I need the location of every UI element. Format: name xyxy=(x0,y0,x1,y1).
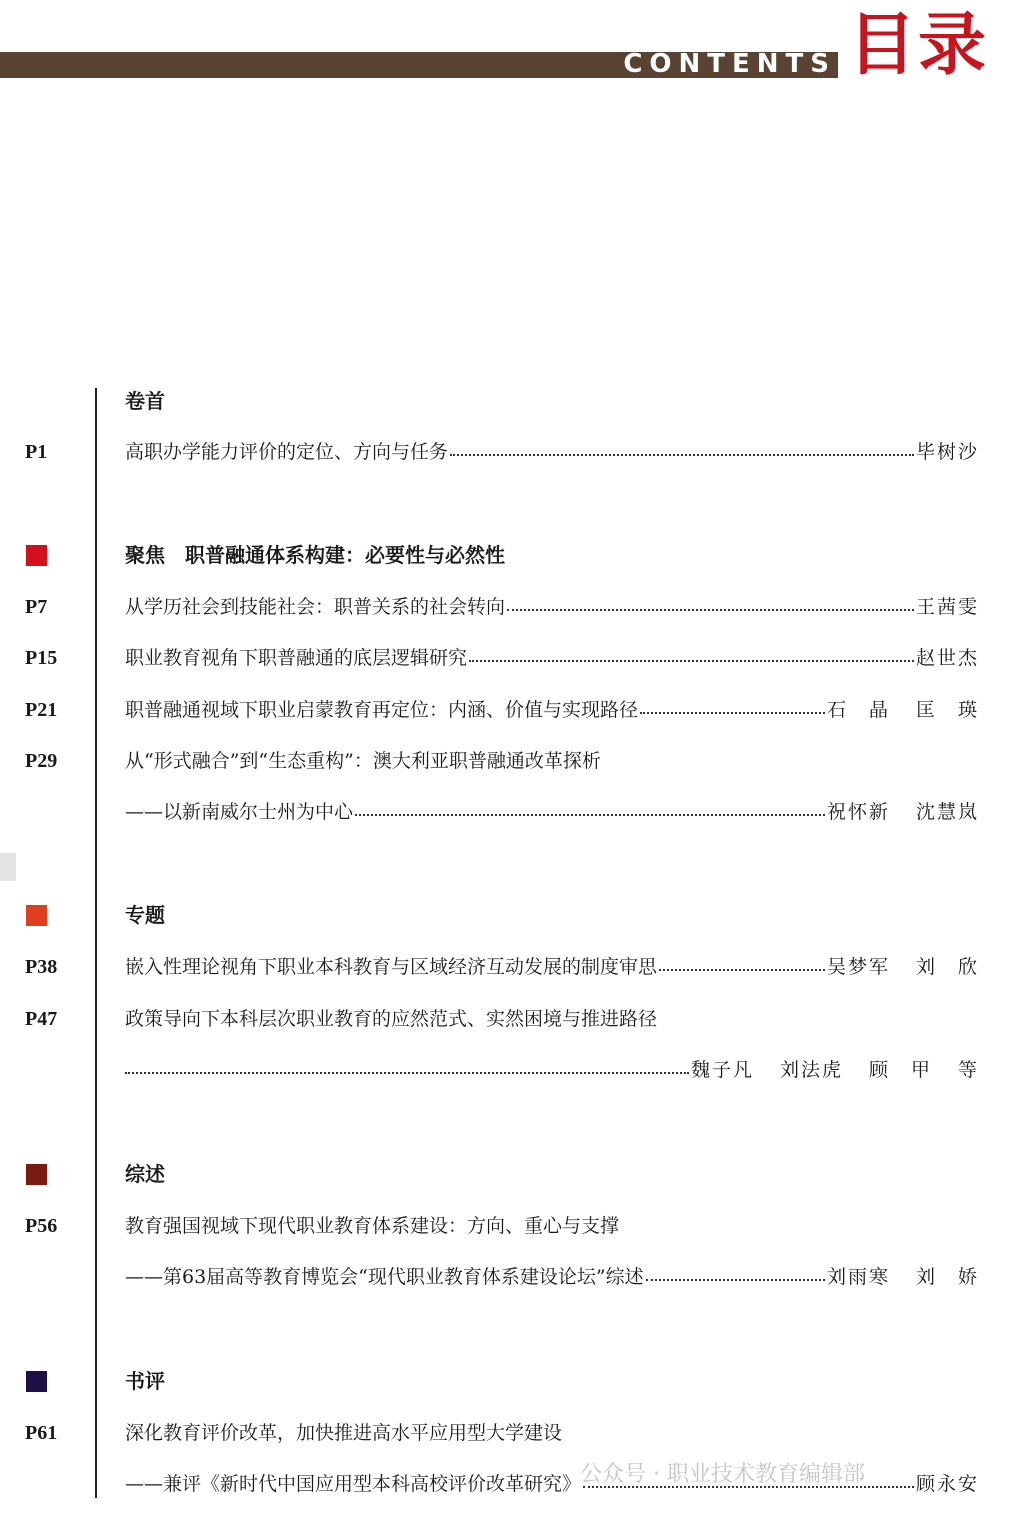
section-juanshou xyxy=(0,386,1017,416)
page-number: P29 xyxy=(25,750,58,772)
section-marker-navy xyxy=(26,1371,47,1392)
leader-dots xyxy=(659,969,825,971)
section-title: 书评 xyxy=(125,1369,165,1393)
toc-entry-p29-subtitle xyxy=(0,797,1017,827)
entry-authors: 石 晶 匡 瑛 xyxy=(826,699,979,721)
page-number: P56 xyxy=(25,1215,58,1237)
leader-dots xyxy=(450,454,914,456)
entry-title: 职普融通视域下职业启蒙教育再定位：内涵、价值与实现路径 xyxy=(125,699,639,721)
toc-entry-p38[interactable] xyxy=(0,952,1017,982)
entry-authors: 赵世杰 xyxy=(915,647,979,669)
page-number: P15 xyxy=(25,647,58,669)
leader-dots xyxy=(469,660,914,662)
entry-title: 教育强国视域下现代职业教育体系建设：方向、重心与支撑 xyxy=(125,1215,620,1237)
entry-title: 深化教育评价改革，加快推进高水平应用型大学建设 xyxy=(125,1422,563,1444)
page-number: P47 xyxy=(25,1008,58,1030)
entry-authors: 祝怀新 沈慧岚 xyxy=(826,801,979,823)
leader-dots xyxy=(125,1072,689,1074)
section-marker-darkred xyxy=(26,1164,47,1185)
leader-dots xyxy=(355,814,825,816)
entry-authors: 毕树沙 xyxy=(915,441,979,463)
entry-title: 从“形式融合”到“生态重构”：澳大利亚职普融通改革探析 xyxy=(125,750,601,772)
section-title: 专题 xyxy=(125,903,165,927)
page-title: 目录 xyxy=(848,6,989,85)
entry-authors: 王茜雯 xyxy=(915,596,979,618)
toc-entry-p47-authors xyxy=(0,1055,1017,1085)
leader-dots xyxy=(507,609,914,611)
entry-authors: 魏子凡 刘法虎 顾 甲 等 xyxy=(690,1059,979,1081)
section-shuping xyxy=(0,1366,1017,1396)
leader-dots xyxy=(646,1279,825,1281)
watermark: 公众号 · 职业技术教育编辑部 xyxy=(580,1462,865,1487)
section-marker-red xyxy=(26,545,47,566)
entry-authors: 顾永安 xyxy=(915,1473,979,1495)
entry-subtitle: ——兼评《新时代中国应用型本科高校评价改革研究》 xyxy=(125,1473,582,1495)
entry-title: 政策导向下本科层次职业教育的应然范式、实然困境与推进路径 xyxy=(125,1008,658,1030)
page-number: P7 xyxy=(25,596,48,618)
section-jujiao xyxy=(0,540,1017,570)
toc-entry-p21[interactable] xyxy=(0,695,1017,725)
toc-entry-p56-subtitle xyxy=(0,1262,1017,1292)
entry-title: 高职办学能力评价的定位、方向与任务 xyxy=(125,441,449,463)
contents-label: CONTENTS xyxy=(623,49,836,79)
toc-entry-p7[interactable] xyxy=(0,592,1017,622)
section-title: 卷首 xyxy=(125,389,165,413)
toc-entry-p61[interactable] xyxy=(0,1418,1017,1448)
page-number: P61 xyxy=(25,1422,58,1444)
side-tab xyxy=(0,853,16,881)
entry-authors: 刘雨寒 刘 娇 xyxy=(826,1266,979,1288)
entry-subtitle: ——以新南威尔士州为中心 xyxy=(125,801,354,823)
entry-title: 嵌入性理论视角下职业本科教育与区域经济互动发展的制度审思 xyxy=(125,956,658,978)
leader-dots xyxy=(640,712,825,714)
section-zhuanti xyxy=(0,900,1017,930)
toc-entry-p56[interactable] xyxy=(0,1211,1017,1241)
entry-title: 从学历社会到技能社会：职普关系的社会转向 xyxy=(125,596,506,618)
section-marker-orange xyxy=(26,905,47,926)
entry-subtitle: ——第63届高等教育博览会“现代职业教育体系建设论坛”综述 xyxy=(125,1266,644,1288)
page-number: P1 xyxy=(25,441,48,463)
toc-entry-p29[interactable] xyxy=(0,746,1017,776)
section-title: 综述 xyxy=(125,1162,165,1186)
section-zongshu xyxy=(0,1159,1017,1189)
toc-entry-p15[interactable] xyxy=(0,643,1017,673)
toc-entry-p47[interactable] xyxy=(0,1004,1017,1034)
page-number: P38 xyxy=(25,956,58,978)
entry-title: 职业教育视角下职普融通的底层逻辑研究 xyxy=(125,647,468,669)
entry-authors: 吴梦军 刘 欣 xyxy=(826,956,979,978)
toc-entry-p1[interactable] xyxy=(0,437,1017,467)
page-number: P21 xyxy=(25,699,58,721)
section-title: 聚焦 职普融通体系构建：必要性与必然性 xyxy=(125,543,505,567)
